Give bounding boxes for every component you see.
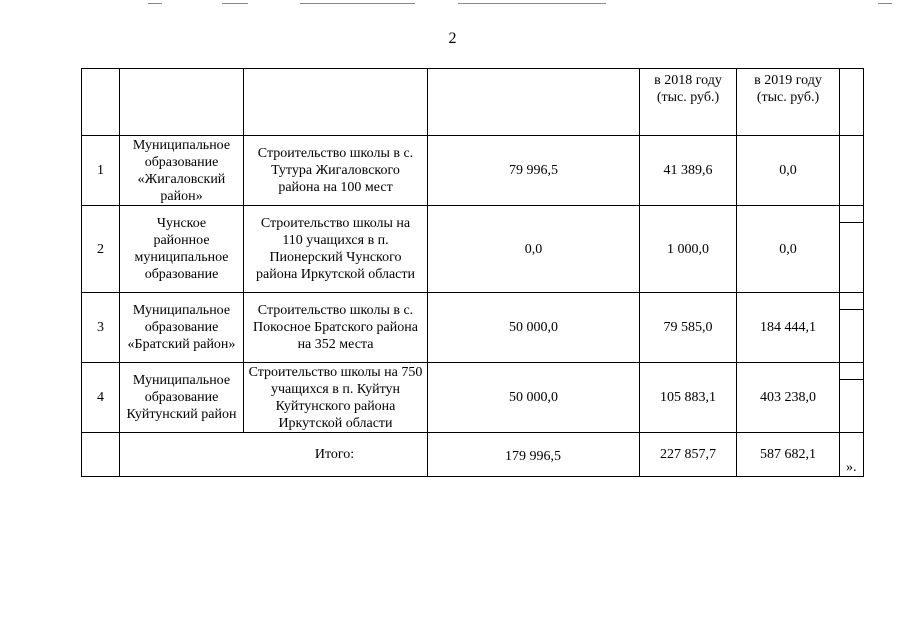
row-number: 4 <box>82 363 120 433</box>
row-number: 3 <box>82 293 120 363</box>
total-amount: 179 996,5 <box>427 448 639 465</box>
total-num-cell <box>82 433 120 477</box>
value-2018-cell: 105 883,1 <box>640 363 737 433</box>
value-2019-cell: 184 444,1 <box>737 293 840 363</box>
value-2018-cell: 79 585,0 <box>640 293 737 363</box>
row-number: 2 <box>82 206 120 293</box>
table-row <box>82 136 864 206</box>
header-cell-municipality <box>120 69 244 136</box>
municipality-cell: Муниципальное образование «Братский район» <box>120 293 244 363</box>
amount-cell: 50 000,0 <box>428 293 640 363</box>
margin-cell <box>840 136 864 206</box>
page-number: 2 <box>448 30 457 47</box>
header-cell-project <box>244 69 428 136</box>
total-label-cover <box>428 433 638 447</box>
value-2018-cell: 1 000,0 <box>640 206 737 293</box>
margin-rule <box>839 379 864 380</box>
scan-artifact-line <box>878 3 892 4</box>
scan-artifact-line <box>148 3 162 4</box>
margin-cell <box>840 206 864 293</box>
total-label: Итого: <box>120 433 640 477</box>
value-2019-cell: 403 238,0 <box>737 363 840 433</box>
row-number: 1 <box>82 136 120 206</box>
closing-quote: ». <box>840 433 864 477</box>
header-cell-2019: в 2019 году (тыс. руб.) <box>737 69 840 136</box>
header-cell-num <box>82 69 120 136</box>
table-row <box>82 293 864 363</box>
value-2018-cell: 41 389,6 <box>640 136 737 206</box>
value-2019-cell: 0,0 <box>737 136 840 206</box>
header-cell-2018: в 2018 году (тыс. руб.) <box>640 69 737 136</box>
margin-rule <box>839 309 864 310</box>
total-2018-cell: 227 857,7 <box>640 433 737 477</box>
amount-cell: 0,0 <box>428 206 640 293</box>
project-cell: Строительство школы в с. Тутура Жигаловского района на 100 мест <box>244 136 428 206</box>
municipality-cell: Чунское районное муниципальное образование <box>120 206 244 293</box>
value-2019-cell: 0,0 <box>737 206 840 293</box>
margin-cell <box>840 293 864 363</box>
table-row <box>82 363 864 433</box>
total-2019-cell: 587 682,1 <box>737 433 840 477</box>
scan-artifact-line <box>222 3 248 4</box>
amount-cell: 79 996,5 <box>428 136 640 206</box>
budget-table <box>81 68 864 477</box>
margin-cell <box>840 69 864 136</box>
total-amount-divider <box>639 432 640 477</box>
scan-artifact-line <box>458 3 606 4</box>
table-row <box>82 206 864 293</box>
margin-rule <box>839 222 864 223</box>
scan-artifact-line <box>300 3 415 4</box>
amount-cell: 50 000,0 <box>428 363 640 433</box>
table-header-row <box>82 69 864 136</box>
header-cell-amount <box>428 69 640 136</box>
project-cell: Строительство школы на 110 учащихся в п. Пионерский Чунского района Иркутской области <box>244 206 428 293</box>
margin-cell <box>840 363 864 433</box>
municipality-cell: Муниципальное образование «Жигаловский район» <box>120 136 244 206</box>
project-cell: Строительство школы в с. Покосное Братского района на 352 места <box>244 293 428 363</box>
total-label-cover <box>428 466 638 476</box>
municipality-cell: Муниципальное образование Куйтунский район <box>120 363 244 433</box>
project-cell: Строительство школы на 750 учащихся в п. Куйтун Куйтунского района Иркутской области <box>244 363 428 433</box>
